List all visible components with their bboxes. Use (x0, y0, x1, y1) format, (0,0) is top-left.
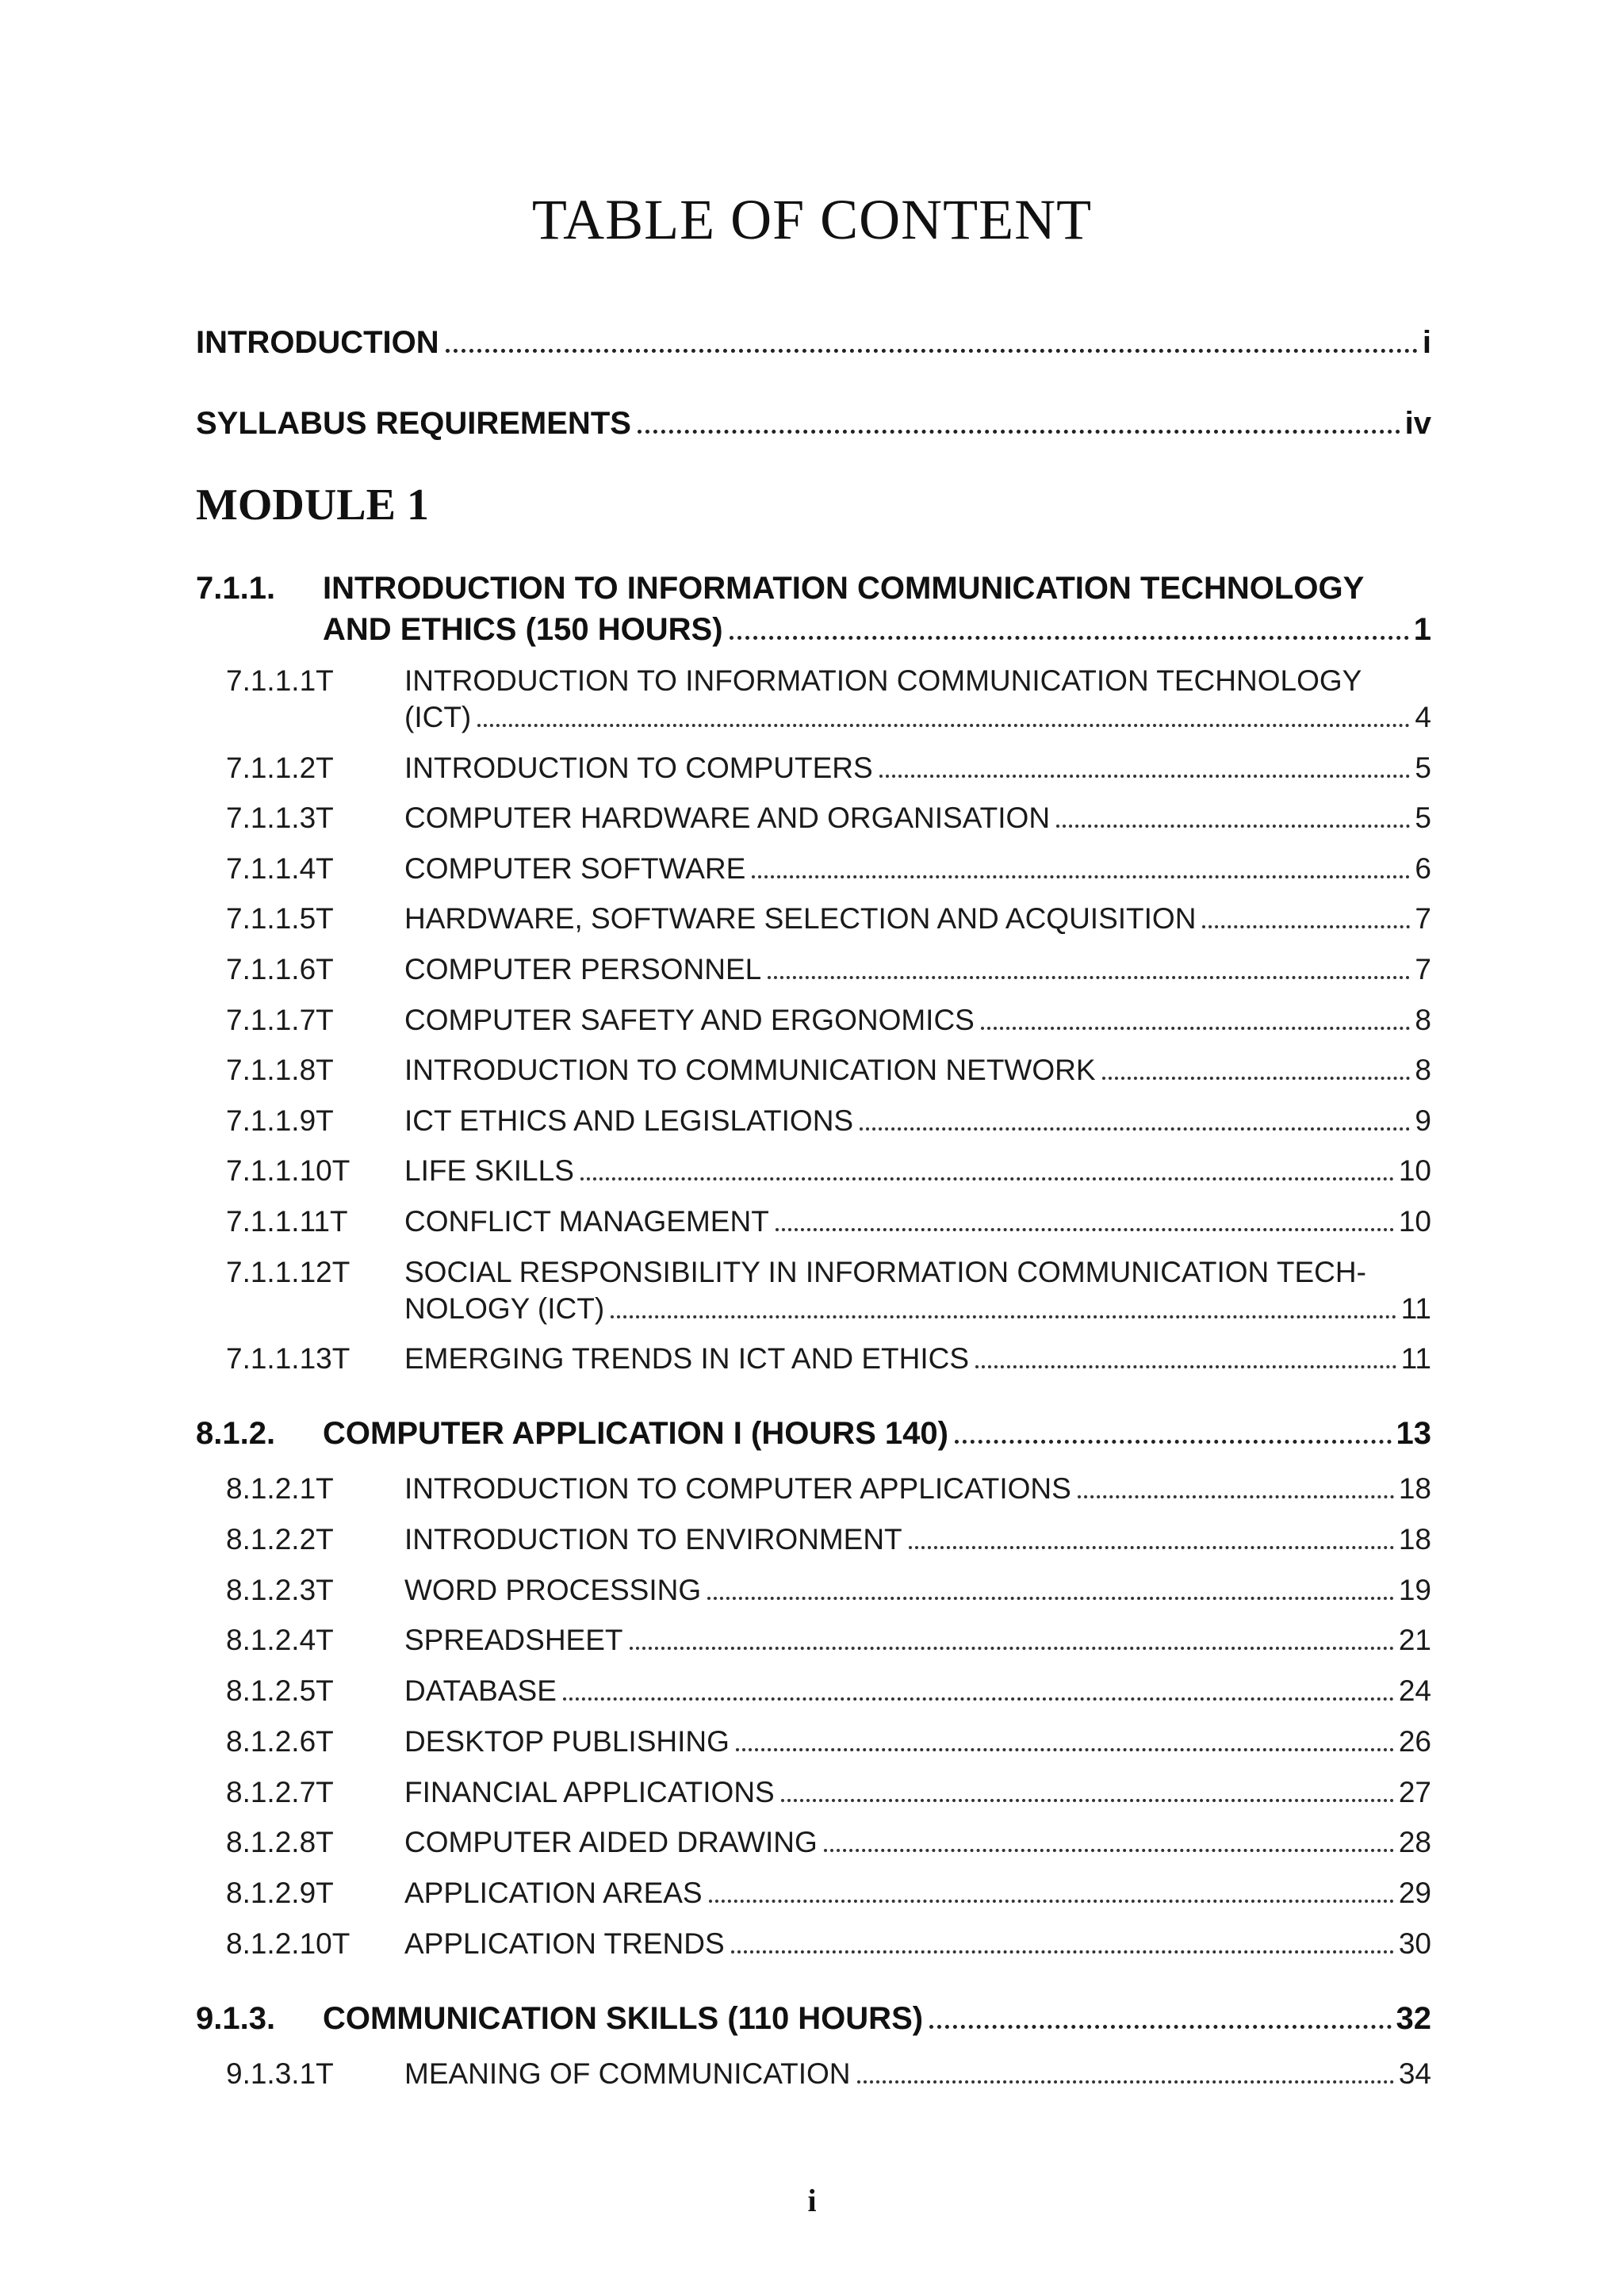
item-title-line: INTRODUCTION TO COMMUNICATION NETWORK (404, 1054, 1096, 1086)
toc-item[interactable] (226, 902, 1431, 939)
dot-leader (929, 2025, 1391, 2029)
toc-item[interactable] (226, 1104, 1431, 1141)
toc-page-number: 7 (1415, 902, 1431, 935)
toc-section[interactable] (196, 2001, 1431, 2042)
dot-leader (730, 636, 1409, 640)
toc-item[interactable] (226, 664, 1431, 737)
toc-page-number: 34 (1398, 2057, 1431, 2090)
toc-page-number: 6 (1415, 852, 1431, 885)
item-title-line: ICT ETHICS AND LEGISLATIONS (404, 1104, 854, 1137)
dot-leader (857, 2080, 1394, 2084)
dot-leader (975, 1365, 1396, 1368)
toc-page-number: 8 (1415, 1004, 1431, 1036)
item-number: 8.1.2.1T (226, 1472, 334, 1505)
item-number: 8.1.2.8T (226, 1826, 334, 1858)
dot-leader (1102, 1077, 1411, 1080)
item-title-line: INTRODUCTION TO INFORMATION COMMUNICATION TECHNOLOGY (404, 664, 1362, 697)
item-title-line: MEANING OF COMMUNICATION (404, 2057, 851, 2090)
item-title-line: INTRODUCTION TO ENVIRONMENT (404, 1523, 902, 1556)
section-title-line: INTRODUCTION TO INFORMATION COMMUNICATION TECHNOLOGY (323, 571, 1365, 606)
toc-page-number: 7 (1415, 953, 1431, 985)
section-number: 8.1.2. (196, 1416, 276, 1451)
toc-section[interactable] (196, 1416, 1431, 1457)
item-number: 7.1.1.5T (226, 902, 334, 935)
page-number-footer: i (807, 2183, 817, 2218)
dot-leader (707, 1597, 1394, 1600)
toc-entry-introduction[interactable] (196, 325, 1431, 361)
toc-item[interactable] (226, 1725, 1431, 1762)
toc-item[interactable] (226, 1674, 1431, 1711)
item-number: 7.1.1.4T (226, 852, 334, 885)
dot-leader (563, 1697, 1394, 1701)
toc-item[interactable] (226, 1927, 1431, 1964)
item-title-line: NOLOGY (ICT) (404, 1292, 605, 1325)
toc-page-number: 5 (1415, 752, 1431, 784)
item-number: 7.1.1.12T (226, 1256, 350, 1288)
item-number: 8.1.2.7T (226, 1776, 334, 1808)
item-title-line: DATABASE (404, 1674, 557, 1707)
dot-leader (776, 1228, 1394, 1231)
dot-leader (955, 1440, 1392, 1444)
page-title: TABLE OF CONTENT (531, 188, 1093, 251)
dot-leader (981, 1027, 1411, 1030)
toc-item[interactable] (226, 1256, 1431, 1329)
toc-page-number: 10 (1398, 1205, 1431, 1238)
toc-entry-syllabus[interactable] (196, 406, 1431, 442)
dot-leader (736, 1748, 1394, 1751)
toc-item[interactable] (226, 2057, 1431, 2094)
toc-item[interactable] (226, 1523, 1431, 1559)
section-title-line: AND ETHICS (150 HOURS) (323, 612, 723, 647)
toc-item[interactable] (226, 1004, 1431, 1040)
item-title-line: HARDWARE, SOFTWARE SELECTION AND ACQUISITION (404, 902, 1197, 935)
toc-page-number: i (1422, 325, 1431, 360)
item-number: 7.1.1.9T (226, 1104, 334, 1137)
item-number: 8.1.2.4T (226, 1624, 334, 1656)
item-title-line: DESKTOP PUBLISHING (404, 1725, 730, 1758)
item-title-line: APPLICATION TRENDS (404, 1927, 725, 1960)
item-number: 7.1.1.6T (226, 953, 334, 985)
toc-page-number: 19 (1398, 1574, 1431, 1606)
dot-leader (860, 1127, 1410, 1131)
toc-entry-label: INTRODUCTION (196, 325, 439, 360)
toc-page-number: 26 (1398, 1725, 1431, 1758)
dot-leader (768, 976, 1410, 979)
dot-leader (824, 1849, 1394, 1852)
toc-entry-label: SYLLABUS REQUIREMENTS (196, 406, 631, 441)
item-title-line: INTRODUCTION TO COMPUTER APPLICATIONS (404, 1472, 1071, 1505)
toc-item[interactable] (226, 1054, 1431, 1090)
dot-leader (477, 724, 1410, 727)
item-title-line: INTRODUCTION TO COMPUTERS (404, 752, 873, 784)
dot-leader (1202, 925, 1410, 928)
toc-item[interactable] (226, 1877, 1431, 1913)
toc-page-number: 27 (1398, 1776, 1431, 1808)
toc-page-number: 29 (1398, 1877, 1431, 1909)
toc-page-number: 18 (1398, 1472, 1431, 1505)
item-number: 8.1.2.5T (226, 1674, 334, 1707)
toc-item[interactable] (226, 752, 1431, 788)
item-number: 8.1.2.9T (226, 1877, 334, 1909)
item-title-line: EMERGING TRENDS IN ICT AND ETHICS (404, 1342, 969, 1375)
item-title-line: COMPUTER SOFTWARE (404, 852, 746, 885)
item-number: 8.1.2.3T (226, 1574, 334, 1606)
dot-leader (879, 775, 1411, 778)
toc-item[interactable] (226, 1154, 1431, 1191)
item-title-line: APPLICATION AREAS (404, 1877, 703, 1909)
item-title-line: CONFLICT MANAGEMENT (404, 1205, 769, 1238)
dot-leader (611, 1315, 1396, 1318)
toc-page-number: 8 (1415, 1054, 1431, 1086)
toc-page-number: 18 (1398, 1523, 1431, 1556)
toc-page-number: 32 (1396, 2001, 1431, 2036)
section-title-line: COMMUNICATION SKILLS (110 HOURS) (323, 2001, 924, 2036)
toc-page-number: 13 (1396, 1416, 1431, 1451)
toc-page-number: 21 (1398, 1624, 1431, 1656)
dot-leader (781, 1799, 1394, 1802)
toc-item[interactable] (226, 802, 1431, 838)
dot-leader (580, 1177, 1394, 1181)
section-number: 9.1.3. (196, 2001, 276, 2036)
item-title-line: COMPUTER SAFETY AND ERGONOMICS (404, 1004, 975, 1036)
item-title-line: SPREADSHEET (404, 1624, 623, 1656)
item-title-line: WORD PROCESSING (404, 1574, 702, 1606)
toc-section[interactable] (196, 571, 1431, 653)
item-number: 7.1.1.1T (226, 664, 334, 697)
toc-page-number: 5 (1415, 802, 1431, 834)
toc-item[interactable] (226, 1826, 1431, 1862)
toc-item[interactable] (226, 953, 1431, 989)
toc-item[interactable] (226, 1472, 1431, 1509)
dot-leader (446, 349, 1418, 353)
item-number: 8.1.2.2T (226, 1523, 334, 1556)
item-number: 7.1.1.11T (226, 1205, 348, 1238)
toc-item[interactable] (226, 1776, 1431, 1812)
item-number: 7.1.1.8T (226, 1054, 334, 1086)
item-number: 8.1.2.10T (226, 1927, 350, 1960)
toc-page-number: 11 (1400, 1292, 1431, 1325)
toc-page-number: 1 (1413, 612, 1431, 647)
section-number: 7.1.1. (196, 571, 276, 606)
module-heading: MODULE 1 (196, 480, 429, 530)
item-title-line: LIFE SKILLS (404, 1154, 574, 1187)
toc-item[interactable] (226, 1574, 1431, 1610)
dot-leader (731, 1950, 1394, 1954)
item-title-line: COMPUTER AIDED DRAWING (404, 1826, 818, 1858)
section-title-line: COMPUTER APPLICATION I (HOURS 140) (323, 1416, 948, 1451)
dot-leader (638, 430, 1400, 434)
toc-page-number: 11 (1400, 1342, 1431, 1375)
item-number: 9.1.3.1T (226, 2057, 334, 2090)
toc-item[interactable] (226, 1205, 1431, 1242)
item-title-line: COMPUTER HARDWARE AND ORGANISATION (404, 802, 1051, 834)
item-title-line: SOCIAL RESPONSIBILITY IN INFORMATION COMMUNICATION TECH- (404, 1256, 1366, 1288)
toc-item[interactable] (226, 852, 1431, 889)
dot-leader (909, 1546, 1394, 1549)
item-number: 7.1.1.13T (226, 1342, 350, 1375)
toc-page-number: 28 (1398, 1826, 1431, 1858)
item-number: 7.1.1.10T (226, 1154, 350, 1187)
item-number: 8.1.2.6T (226, 1725, 334, 1758)
item-number: 7.1.1.3T (226, 802, 334, 834)
toc-item[interactable] (226, 1342, 1431, 1379)
dot-leader (1078, 1495, 1394, 1498)
toc-page-number: 24 (1398, 1674, 1431, 1707)
dot-leader (630, 1647, 1394, 1650)
toc-page-number: 30 (1398, 1927, 1431, 1960)
dot-leader (752, 875, 1410, 878)
toc-item[interactable] (226, 1624, 1431, 1660)
toc-page-number: 10 (1398, 1154, 1431, 1187)
dot-leader (1056, 825, 1410, 828)
toc-page-number: 4 (1415, 701, 1431, 733)
item-number: 7.1.1.2T (226, 752, 334, 784)
dot-leader (709, 1900, 1394, 1903)
toc-page-number: iv (1404, 406, 1431, 441)
item-number: 7.1.1.7T (226, 1004, 334, 1036)
toc-page-number: 9 (1415, 1104, 1431, 1137)
item-title-line: FINANCIAL APPLICATIONS (404, 1776, 775, 1808)
item-title-line: COMPUTER PERSONNEL (404, 953, 762, 985)
item-title-line: (ICT) (404, 701, 472, 733)
